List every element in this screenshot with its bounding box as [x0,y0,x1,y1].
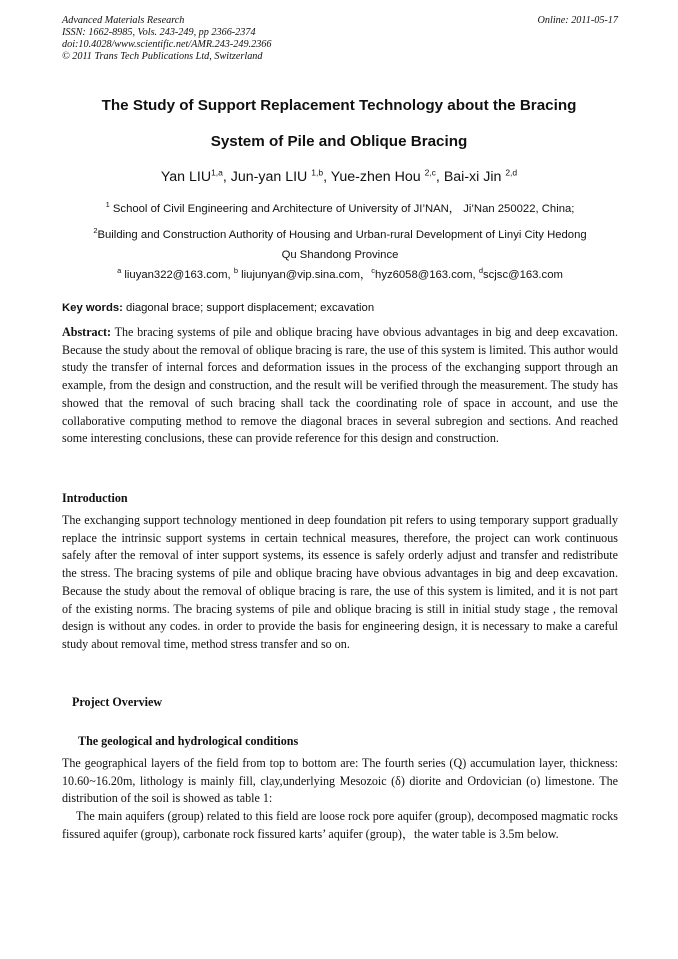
email-sup: d [478,266,483,276]
issn-line: ISSN: 1662-8985, Vols. 243-249, pp 2366-2374 [62,27,256,38]
email-sup: c [371,266,376,276]
journal-header [62,15,618,63]
author-name: Jun-yan LIU [230,169,312,185]
title-line-1: The Study of Support Replacement Technology about the Bracing [101,97,577,114]
affiliation-text: School of Civil Engineering and Architecture of University of JI’NAN， Ji’Nan 250022, China; [109,203,575,215]
copyright-line: © 2011 Trans Tech Publications Ltd, Switzerland [62,51,263,62]
online-date: Online: 2011-05-17 [537,15,618,26]
keywords [62,300,618,316]
keywords-text: diagonal brace; support displacement; excavation [122,302,375,314]
abstract [62,324,618,448]
affiliation-text: Qu Shandong Province [281,249,399,261]
email-sup: b [233,266,238,276]
paper-title [60,88,618,160]
journal-name: Advanced Materials Research [62,15,185,26]
affiliation-2 [62,225,618,265]
introduction-heading: Introduction [62,491,128,505]
author-name: Bai-xi Jin [443,169,506,185]
title-line-2: System of Pile and Oblique Bracing [210,133,468,150]
affiliation-sup: 2 [93,226,98,236]
email-line [62,265,618,285]
email-address: hyz6058@163.com, [375,269,479,281]
author-name: Yue-zhen Hou [330,169,425,185]
affiliation-sup: 1 [105,200,110,210]
email-address: liuyan322@163.com, [121,269,234,281]
email-sup: a [117,266,122,276]
geology-paragraph-1: The geographical layers of the field from top to bottom are: The fourth series (Q) accumulation layer, thickness: 10.60~16.20m, lithology is mainly fill, clay,underlying Mesozoic (δ) diorite and Ordovician (o) limestone. The distribution of the soil is showed as table 1: [62,756,618,806]
author-separator: , [435,169,444,185]
author-separator: , [323,169,331,185]
geology-heading: The geological and hydrological conditions [78,734,299,748]
author-separator: , [222,169,231,185]
abstract-text: The bracing systems of pile and oblique bracing have obvious advantages in big and deep excavation. Because the study about the removal of oblique bracing is rare, the use of this system is limited. This author would study the transfer of internal forces and deformation issues in the process of the exchanging support through an example, from the design and construction, and the result will be verified through the measurement. The study has showed that the removal of such bracing shall tack the coordinating role of space in account, and use the collaborative computing method to remove the diagonal braces in several subregion and sections. And reached some interesting conclusions, these can provide reference for this design and construction. [62,325,618,446]
author-list [60,168,618,186]
keywords-label: Key words: [62,302,123,314]
email-address: liujunyan@vip.sina.com， [238,269,372,281]
author-name: Yan LIU [160,169,212,185]
doi-line: doi:10.4028/www.scientific.net/AMR.243-249.2366 [62,39,272,50]
abstract-label: Abstract: [62,325,112,339]
author-sup: 2,d [505,167,518,178]
geology-paragraph-2: The main aquifers (group) related to this field are loose rock pore aquifer (group), decomposed magmatic rocks fissured aquifer (group), carbonate rock fissured karts’ aquifer (group)，the water table is 3.5m below. [62,809,618,841]
affiliation-1 [62,199,618,219]
author-sup: 1,a [211,167,223,178]
affiliation-text: Building and Construction Authority of Housing and Urban-rural Development of Linyi City Hedong [97,229,587,241]
project-overview-heading: Project Overview [72,695,163,709]
introduction-text: The exchanging support technology mentioned in deep foundation pit refers to using temporary support gradually replace the intrinsic support systems in certain technical measures, therefore, the project can work continuous safely after the removal of inter support systems, its essence is safely orderly adjust and transfer and redistribute the stress. The bracing systems of pile and oblique bracing have obvious advantages in big and deep excavation. Because the study about the removal of oblique bracing is rare, the use of this system is limited, and it is not part of the existing norms. The bracing systems of pile and oblique bracing is still in initial study stage , the removal design is without any codes. in order to provide the basis for engineering design, it is necessary to make a careful study about removal time, method stress transfer and so on. [62,513,618,651]
author-sup: 1,b [311,167,324,178]
email-address: scjsc@163.com [483,269,563,281]
author-sup: 2,c [424,167,436,178]
